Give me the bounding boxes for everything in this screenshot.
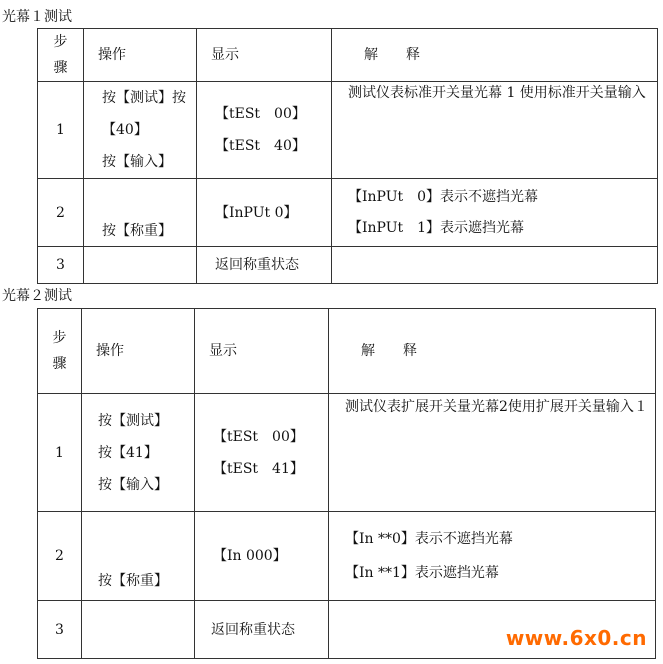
operation-line: 按【测试】: [98, 412, 168, 429]
header-display: 显示: [195, 309, 329, 394]
operation-line: 按【测试】按: [102, 90, 186, 106]
display-cell: [195, 394, 329, 512]
explanation-cell: [329, 512, 656, 601]
explanation-line: 【InPUt 0】表示不遮挡光幕: [348, 188, 539, 205]
header-step-line: 骤: [53, 60, 68, 76]
display-cell: [195, 512, 329, 601]
header-explanation: 解 释: [329, 309, 656, 394]
header-step: [38, 309, 82, 394]
header-step-line: 步: [53, 34, 68, 50]
header-step: [38, 29, 84, 82]
explanation-cell: 测试仪表扩展开关量光幕2使用扩展开关量输入１: [329, 394, 656, 512]
operation-cell: [82, 512, 195, 601]
step-cell: 3: [38, 247, 84, 284]
explanation-cell: [332, 179, 658, 247]
operation-cell: [82, 601, 195, 659]
display-cell: [197, 247, 332, 284]
operation-line: 按【41】: [98, 444, 158, 461]
display-cell: [197, 179, 332, 247]
header-operation: 操作: [82, 309, 195, 394]
display-cell: [195, 601, 329, 659]
step-cell: 2: [38, 179, 84, 247]
section-2-title: 光幕２测试: [2, 288, 72, 304]
header-explanation: 解 释: [332, 29, 658, 82]
explanation-line: 【InPUt 1】表示遮挡光幕: [348, 219, 525, 236]
explanation-line: 【In **1】表示遮挡光幕: [345, 565, 499, 581]
section-1-title: 光幕１测试: [2, 9, 72, 25]
operation-line: 按【称重】: [102, 223, 172, 239]
display-line: 【tESt 00】: [213, 428, 304, 445]
operation-cell: [84, 179, 197, 247]
display-line: 【In 000】: [213, 548, 287, 564]
operation-cell: [82, 394, 195, 512]
table-header-row: [38, 309, 656, 394]
step-cell: 1: [38, 82, 84, 179]
step-cell: 1: [38, 394, 82, 512]
explanation-cell: 测试仪表标准开关量光幕 1 使用标准开关量输入: [332, 82, 658, 179]
table-1: [37, 28, 658, 284]
header-step-line: 步: [52, 330, 67, 346]
display-line: 返回称重状态: [215, 257, 299, 273]
header-display: 显示: [197, 29, 332, 82]
table-row: [38, 179, 658, 247]
table-row: [38, 394, 656, 512]
operation-cell: [84, 82, 197, 179]
table-row: [38, 82, 658, 179]
operation-line: 【40】: [102, 122, 148, 138]
operation-line: 按【称重】: [98, 573, 168, 589]
display-line: 【InPUt 0】: [215, 204, 298, 221]
display-cell: [197, 82, 332, 179]
display-line: 【tESt 41】: [213, 460, 304, 477]
explanation-line: 【In **0】表示不遮挡光幕: [345, 531, 513, 547]
explanation-cell: [332, 247, 658, 284]
operation-cell: [84, 247, 197, 284]
operation-line: 按【输入】: [102, 154, 172, 170]
display-line: 【tESt 40】: [215, 138, 306, 154]
table-2: [37, 308, 656, 659]
operation-line: 按【输入】: [98, 476, 168, 493]
table-row: [38, 247, 658, 284]
watermark-logo: www.6x0.cn: [505, 626, 647, 650]
step-cell: 2: [38, 512, 82, 601]
header-operation: 操作: [84, 29, 197, 82]
display-line: 【tESt 00】: [215, 106, 306, 122]
table-header-row: [38, 29, 658, 82]
table-row: [38, 512, 656, 601]
display-line: 返回称重状态: [211, 621, 295, 638]
step-cell: 3: [38, 601, 82, 659]
header-step-line: 骤: [52, 356, 67, 372]
